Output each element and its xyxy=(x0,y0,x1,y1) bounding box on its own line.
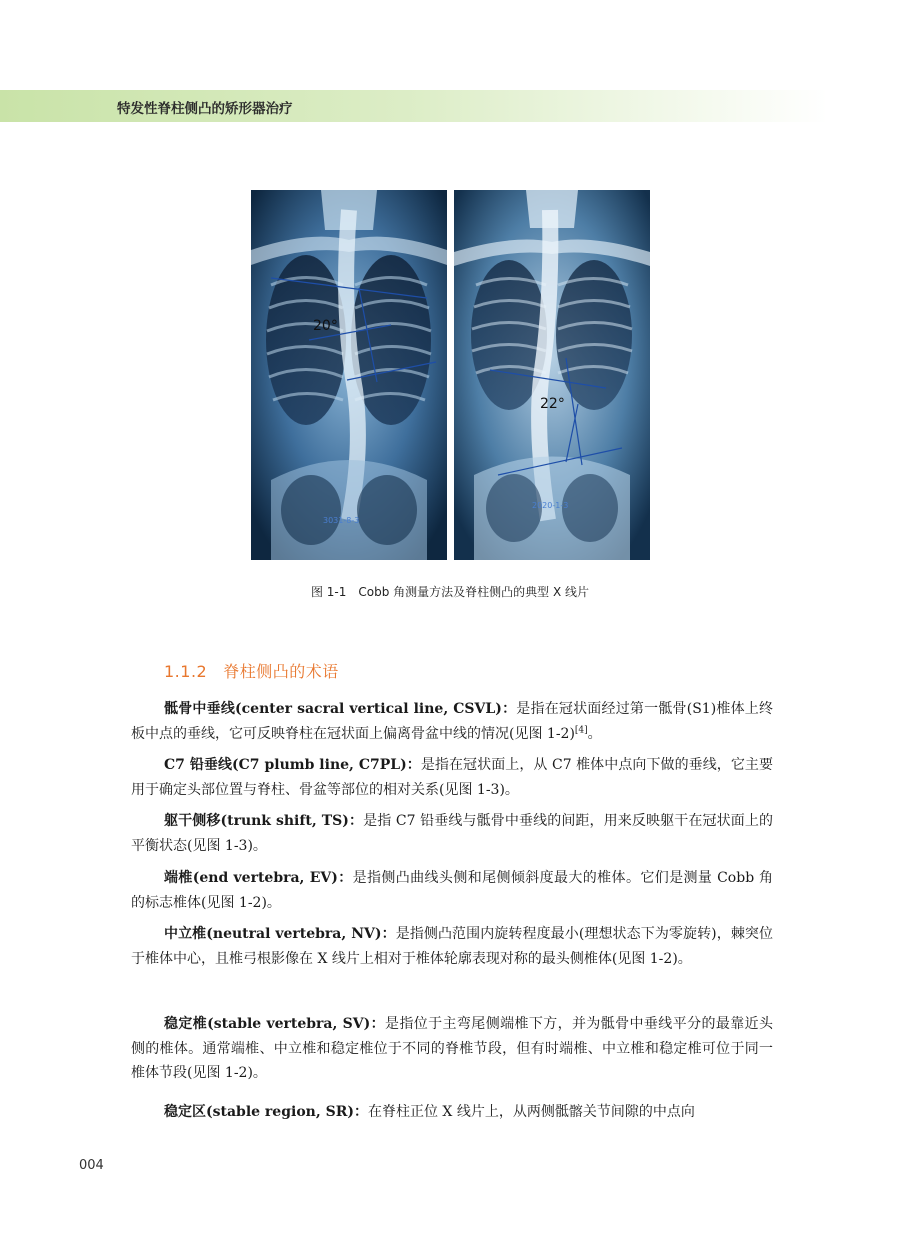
svg-text:2020-1-3: 2020-1-3 xyxy=(532,501,569,510)
definition-csvl xyxy=(131,697,773,746)
text-ts: 是指 C7 铅垂线与骶骨中垂线的间距，用来反映躯干在冠状面上的平衡状态(见图 1-3)。 xyxy=(131,813,773,854)
term-csvl: 骶骨中垂线(center sacral vertical line, CSVL)： xyxy=(164,701,517,717)
text-csvl-end: 。 xyxy=(587,725,602,742)
definition-sr xyxy=(131,1100,773,1125)
term-ts: 躯干侧移(trunk shift, TS)： xyxy=(164,813,364,829)
page-number: 004 xyxy=(79,1158,104,1173)
definition-sv xyxy=(131,1012,773,1086)
cobb-angle-label-left: 20° xyxy=(313,318,338,334)
cobb-angle-label-right: 22° xyxy=(540,396,565,412)
reference-marker: [4] xyxy=(574,724,588,735)
text-nv: 是指侧凸范围内旋转程度最小(理想状态下为零旋转)，棘突位于椎体中心，且椎弓根影像在 X 线片上相对于椎体轮廓表现对称的最头侧椎体(见图 1-2)。 xyxy=(131,926,773,967)
xray-image-right xyxy=(454,190,650,560)
term-c7pl: C7 铅垂线(C7 plumb line, C7PL)： xyxy=(164,757,421,773)
definition-c7pl xyxy=(131,753,773,802)
definition-nv xyxy=(131,922,773,971)
text-sv: 是指位于主弯尾侧端椎下方，并为骶骨中垂线平分的最靠近头侧的椎体。通常端椎、中立椎和稳定椎位于不同的脊椎节段，但有时端椎、中立椎和稳定椎可位于同一椎体节段(见图 1-2)。 xyxy=(131,1016,773,1081)
figure-caption: 图 1-1 Cobb 角测量方法及脊柱侧凸的典型 X 线片 xyxy=(310,585,590,599)
running-header-title: 特发性脊柱侧凸的矫形器治疗 xyxy=(117,101,293,117)
text-sr: 在脊柱正位 X 线片上，从两侧骶髂关节间隙的中点向 xyxy=(367,1104,695,1120)
text-c7pl: 是指在冠状面上，从 C7 椎体中点向下做的垂线，它主要用于确定头部位置与脊柱、骨盆等部位的相对关系(见图 1-3)。 xyxy=(131,757,773,798)
term-sv: 稳定椎(stable vertebra, SV)： xyxy=(164,1016,385,1032)
section-number: 1.1.2 xyxy=(164,662,208,681)
section-heading xyxy=(164,659,339,682)
term-ev: 端椎(end vertebra, EV)： xyxy=(164,870,353,886)
term-sr: 稳定区(stable region, SR)： xyxy=(164,1104,368,1120)
section-title: 脊柱侧凸的术语 xyxy=(223,662,339,681)
text-ev: 是指侧凸曲线头侧和尾侧倾斜度最大的椎体。它们是测量 Cobb 角的标志椎体(见图 1-2)。 xyxy=(131,870,773,911)
definition-ev xyxy=(131,866,773,915)
text-csvl: 是指在冠状面经过第一骶骨(S1)椎体上终板中点的垂线，它可反映脊柱在冠状面上偏离骨盆中线的情况(见图 1-2) xyxy=(131,701,773,742)
svg-text:3031-8-3: 3031-8-3 xyxy=(323,516,360,525)
xray-image-left xyxy=(251,190,447,560)
definition-ts xyxy=(131,809,773,858)
term-nv: 中立椎(neutral vertebra, NV)： xyxy=(164,926,396,942)
